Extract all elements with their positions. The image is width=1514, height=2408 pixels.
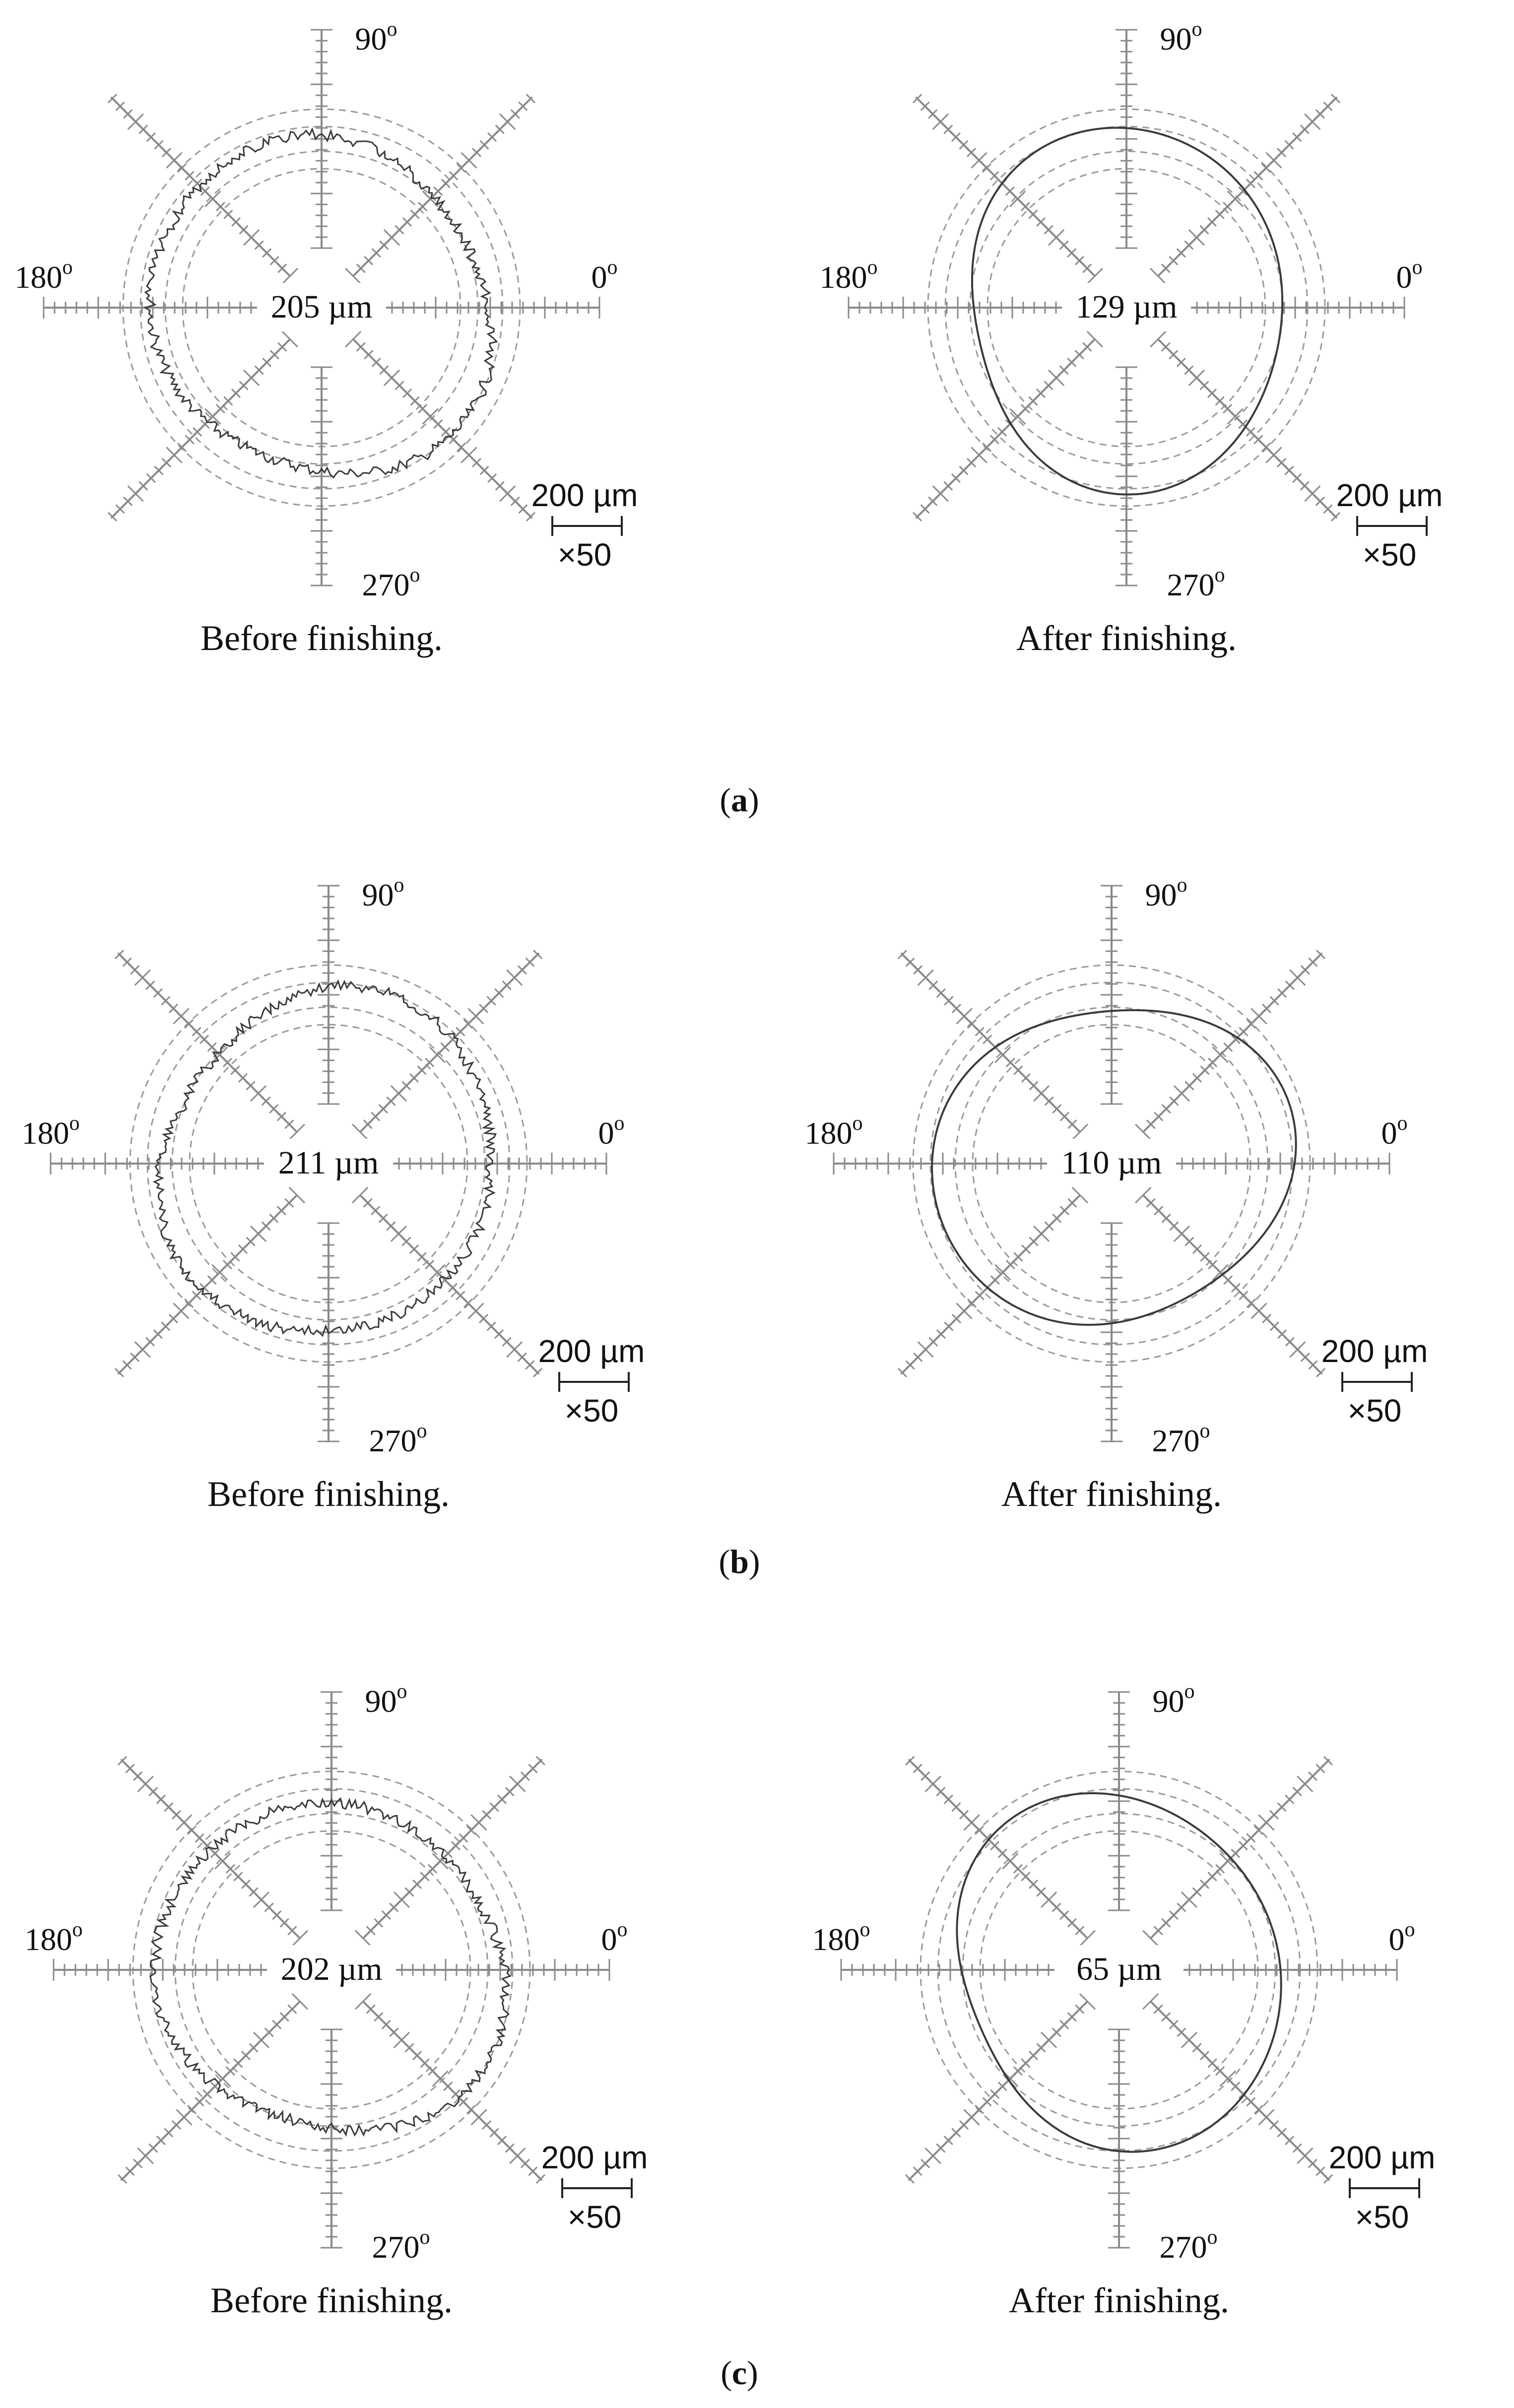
roundness-value: 205 µm bbox=[270, 289, 373, 325]
axis-line bbox=[1158, 339, 1337, 519]
angle-label-0: 0$^o$ bbox=[591, 256, 618, 295]
scale-length: 200 µm bbox=[1328, 2140, 1436, 2175]
scale-length: 200 µm bbox=[538, 1333, 645, 1369]
angle-label-0: 0$^o$ bbox=[601, 1918, 628, 1957]
plot-caption: Before finishing. bbox=[207, 1474, 450, 1514]
roundness-value: 65 µm bbox=[1076, 1951, 1162, 1987]
roundness-value: 202 µm bbox=[280, 1951, 383, 1987]
axis-line bbox=[121, 2002, 300, 2181]
row-label: (a) bbox=[720, 781, 759, 819]
axis-line bbox=[916, 97, 1095, 276]
angle-label-0: 0$^o$ bbox=[1396, 256, 1423, 295]
axis-line bbox=[1143, 953, 1322, 1132]
scale-magnification: ×50 bbox=[1355, 2199, 1409, 2235]
angle-label-90: 90$^o$ bbox=[1152, 1680, 1195, 1719]
angle-label-180: 180$^o$ bbox=[21, 1112, 80, 1151]
axis-line bbox=[1143, 1195, 1322, 1374]
angle-label-0: 0$^o$ bbox=[1381, 1112, 1408, 1151]
polar-plot-2 bbox=[22, 874, 645, 1514]
angle-label-180: 180$^o$ bbox=[804, 1112, 863, 1151]
roundness-value: 129 µm bbox=[1075, 289, 1178, 325]
axis-line bbox=[901, 953, 1080, 1132]
angle-label-180: 180$^o$ bbox=[24, 1918, 83, 1957]
angle-label-90: 90$^o$ bbox=[365, 1680, 407, 1719]
axis-line bbox=[1151, 1759, 1330, 1939]
scale-magnification: ×50 bbox=[557, 537, 612, 573]
angle-label-0: 0$^o$ bbox=[598, 1112, 625, 1151]
axis-line bbox=[901, 1195, 1080, 1374]
angle-label-270: 270$^o$ bbox=[1159, 2226, 1218, 2265]
angle-label-90: 90$^o$ bbox=[355, 18, 397, 57]
scale-length: 200 µm bbox=[541, 2140, 648, 2175]
angle-label-90: 90$^o$ bbox=[362, 874, 404, 912]
scale-length: 200 µm bbox=[1336, 477, 1443, 513]
row-label: (c) bbox=[721, 2354, 758, 2392]
scale-length: 200 µm bbox=[531, 477, 638, 513]
axis-line bbox=[118, 953, 297, 1132]
axis-line bbox=[1158, 97, 1337, 276]
axis-line bbox=[1151, 2002, 1330, 2181]
plot-caption: Before finishing. bbox=[210, 2280, 453, 2320]
scale-magnification: ×50 bbox=[567, 2199, 622, 2235]
scale-magnification: ×50 bbox=[1362, 537, 1417, 573]
angle-label-270: 270$^o$ bbox=[1152, 1420, 1210, 1458]
angle-label-270: 270$^o$ bbox=[1167, 564, 1225, 602]
scale-magnification: ×50 bbox=[1347, 1393, 1402, 1429]
axis-line bbox=[916, 339, 1095, 519]
row-label: (b) bbox=[719, 1543, 760, 1580]
polar-plot-4 bbox=[25, 1680, 648, 2320]
angle-label-270: 270$^o$ bbox=[372, 2226, 430, 2265]
axis-line bbox=[909, 2002, 1088, 2181]
roundness-value: 211 µm bbox=[278, 1145, 379, 1181]
angle-label-270: 270$^o$ bbox=[362, 564, 420, 602]
axis-line bbox=[121, 1759, 300, 1939]
angle-label-90: 90$^o$ bbox=[1145, 874, 1187, 912]
axis-line bbox=[353, 339, 532, 519]
axis-line bbox=[363, 1759, 542, 1939]
plot-caption: After finishing. bbox=[1016, 618, 1237, 658]
polar-plot-5 bbox=[812, 1680, 1436, 2320]
axis-line bbox=[118, 1195, 297, 1374]
axis-line bbox=[111, 339, 290, 519]
plot-caption: After finishing. bbox=[1001, 1474, 1222, 1514]
scale-magnification: ×50 bbox=[564, 1393, 619, 1429]
axis-line bbox=[353, 97, 532, 276]
polar-plot-0 bbox=[15, 18, 638, 658]
axis-line bbox=[360, 953, 539, 1132]
roundness-value: 110 µm bbox=[1061, 1145, 1162, 1181]
angle-label-0: 0$^o$ bbox=[1388, 1918, 1415, 1957]
angle-label-180: 180$^o$ bbox=[812, 1918, 870, 1957]
polar-plot-3 bbox=[805, 874, 1428, 1514]
axis-line bbox=[363, 2002, 542, 2181]
polar-plot-1 bbox=[820, 18, 1443, 658]
scale-length: 200 µm bbox=[1321, 1333, 1428, 1369]
plot-caption: After finishing. bbox=[1009, 2280, 1229, 2320]
axis-line bbox=[360, 1195, 539, 1374]
plot-caption: Before finishing. bbox=[200, 618, 443, 658]
angle-label-90: 90$^o$ bbox=[1160, 18, 1202, 57]
angle-label-270: 270$^o$ bbox=[369, 1420, 427, 1458]
angle-label-180: 180$^o$ bbox=[819, 256, 878, 295]
axis-line bbox=[909, 1759, 1088, 1939]
angle-label-180: 180$^o$ bbox=[14, 256, 73, 295]
